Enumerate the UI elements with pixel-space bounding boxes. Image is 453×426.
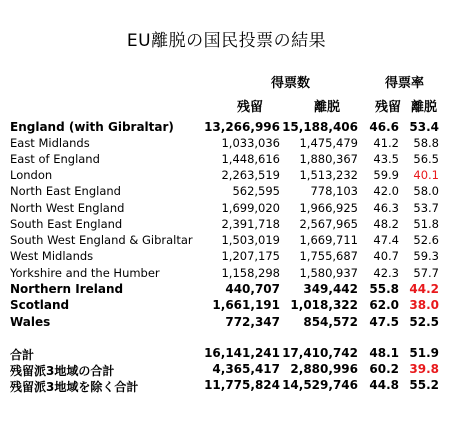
leave-rate: 53.4 xyxy=(409,120,439,134)
region-name: North East England xyxy=(10,184,121,198)
table-row xyxy=(0,233,453,249)
leave-votes: 1,966,925 xyxy=(299,201,358,215)
remain-rate-header: 残留 xyxy=(375,100,402,115)
leave-rate-header: 離脱 xyxy=(411,100,438,115)
remain-rate: 47.4 xyxy=(373,233,399,247)
table-row xyxy=(0,168,453,184)
region-name: East Midlands xyxy=(10,136,90,150)
leave-votes: 14,529,746 xyxy=(282,378,358,392)
table-row xyxy=(0,120,453,136)
total-row xyxy=(0,362,453,378)
total-row xyxy=(0,378,453,394)
leave-votes: 1,755,687 xyxy=(299,249,358,263)
remain-votes: 2,391,718 xyxy=(221,217,280,231)
remain-rate: 41.2 xyxy=(373,136,399,150)
remain-rate: 55.8 xyxy=(369,282,399,296)
leave-votes: 1,513,232 xyxy=(299,168,358,182)
leave-votes: 1,475,479 xyxy=(299,136,358,150)
region-name: England (with Gibraltar) xyxy=(10,120,174,134)
remain-rate: 42.3 xyxy=(373,266,399,280)
remain-rate: 40.7 xyxy=(373,249,399,263)
leave-votes: 2,880,996 xyxy=(290,362,358,376)
leave-rate-highlight: 38.0 xyxy=(409,298,439,312)
table-row xyxy=(0,152,453,168)
remain-votes: 1,158,298 xyxy=(221,266,280,280)
region-name: Scotland xyxy=(10,298,70,312)
leave-votes: 854,572 xyxy=(303,315,358,329)
table-row xyxy=(0,184,453,200)
remain-rate: 60.2 xyxy=(369,362,399,376)
region-name: Wales xyxy=(10,315,51,329)
remain-votes: 562,595 xyxy=(232,184,280,198)
region-name: London xyxy=(10,168,53,182)
total-name: 残留派3地域を除く合計 xyxy=(10,380,139,394)
remain-votes: 440,707 xyxy=(225,282,280,296)
remain-rate: 43.5 xyxy=(373,152,399,166)
remain-rate: 44.8 xyxy=(369,378,399,392)
rates-header: 得票率 xyxy=(385,76,425,91)
remain-votes: 13,266,996 xyxy=(204,120,280,134)
remain-votes: 1,448,616 xyxy=(221,152,280,166)
leave-rate: 58.8 xyxy=(413,136,439,150)
region-name: South West England & Gibraltar xyxy=(10,233,193,247)
region-name: Northern Ireland xyxy=(10,282,124,296)
region-name: West Midlands xyxy=(10,249,94,263)
region-name: Yorkshire and the Humber xyxy=(10,266,160,280)
remain-votes-header: 残留 xyxy=(237,100,264,115)
leave-rate-highlight: 44.2 xyxy=(409,282,439,296)
leave-rate: 51.8 xyxy=(413,217,439,231)
leave-rate: 59.3 xyxy=(413,249,439,263)
leave-rate: 52.5 xyxy=(409,315,439,329)
leave-votes: 1,669,711 xyxy=(299,233,358,247)
table-row xyxy=(0,282,453,298)
remain-votes: 1,503,019 xyxy=(221,233,280,247)
page-title: EU離脱の国民投票の結果 xyxy=(126,31,327,51)
leave-votes: 2,567,965 xyxy=(299,217,358,231)
leave-rate: 51.9 xyxy=(409,346,439,360)
table-row xyxy=(0,298,453,314)
total-name: 残留派3地域の合計 xyxy=(10,364,115,378)
remain-votes: 4,365,417 xyxy=(212,362,280,376)
remain-rate: 42.0 xyxy=(373,184,399,198)
leave-votes-header: 離脱 xyxy=(314,100,341,115)
remain-rate: 59.9 xyxy=(373,168,399,182)
table-row xyxy=(0,249,453,265)
region-name: East of England xyxy=(10,152,100,166)
remain-rate: 46.6 xyxy=(369,120,399,134)
table-row xyxy=(0,315,453,331)
leave-rate: 53.7 xyxy=(413,201,439,215)
total-row xyxy=(0,346,453,362)
leave-rate: 55.2 xyxy=(409,378,439,392)
leave-rate: 56.5 xyxy=(413,152,439,166)
remain-votes: 1,699,020 xyxy=(221,201,280,215)
leave-votes: 349,442 xyxy=(303,282,358,296)
remain-rate: 47.5 xyxy=(369,315,399,329)
leave-rate-highlight: 39.8 xyxy=(409,362,439,376)
leave-rate: 58.0 xyxy=(413,184,439,198)
remain-votes: 1,033,036 xyxy=(221,136,280,150)
remain-votes: 772,347 xyxy=(225,315,280,329)
remain-votes: 11,775,824 xyxy=(204,378,280,392)
leave-votes: 1,580,937 xyxy=(299,266,358,280)
region-name: North West England xyxy=(10,201,125,215)
remain-votes: 16,141,241 xyxy=(204,346,280,360)
leave-votes: 17,410,742 xyxy=(282,346,358,360)
remain-rate: 46.3 xyxy=(373,201,399,215)
leave-votes: 1,880,367 xyxy=(299,152,358,166)
leave-rate: 52.6 xyxy=(413,233,439,247)
table-row xyxy=(0,217,453,233)
leave-votes: 15,188,406 xyxy=(282,120,358,134)
remain-rate: 48.1 xyxy=(369,346,399,360)
remain-votes: 2,263,519 xyxy=(221,168,280,182)
region-name: South East England xyxy=(10,217,123,231)
table-row xyxy=(0,201,453,217)
leave-rate: 57.7 xyxy=(413,266,439,280)
votes-header: 得票数 xyxy=(271,76,311,91)
leave-votes: 1,018,322 xyxy=(290,298,358,312)
remain-votes: 1,207,175 xyxy=(221,249,280,263)
remain-rate: 48.2 xyxy=(373,217,399,231)
table-row xyxy=(0,266,453,282)
table-row xyxy=(0,136,453,152)
leave-rate-highlight: 40.1 xyxy=(413,168,439,182)
leave-votes: 778,103 xyxy=(310,184,358,198)
remain-votes: 1,661,191 xyxy=(212,298,280,312)
total-name: 合計 xyxy=(10,348,35,362)
remain-rate: 62.0 xyxy=(369,298,399,312)
